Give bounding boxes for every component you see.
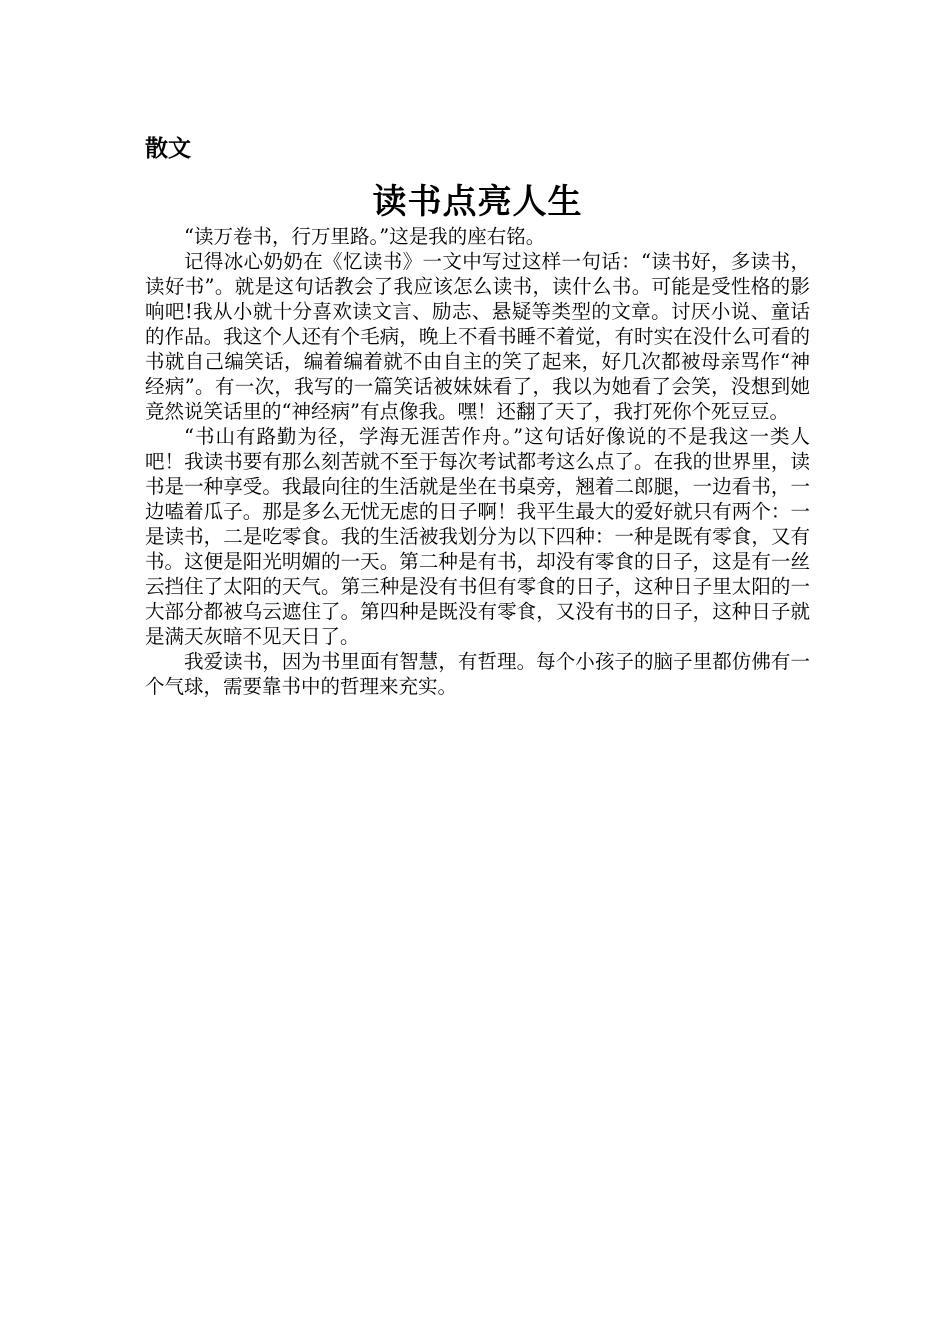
- paragraph: 我爱读书，因为书里面有智慧，有哲理。每个小孩子的脑子里都仿佛有一个气球，需要靠书中的哲理来充实。: [145, 650, 810, 698]
- paragraph: “读万卷书，行万里路。”这是我的座右铭。: [184, 225, 546, 248]
- genre-label: 散文: [145, 136, 191, 162]
- document-page: [145, 130, 810, 699]
- essay-title: 读书点亮人生: [372, 182, 583, 222]
- paragraph: 记得冰心奶奶在《忆读书》一文中写过这样一句话：“读书好，多读书，读好书”。就是这句话教会了我应该怎么读书，读什么书。可能是受性格的影响吧!我从小就十分喜欢读文言、励志、悬疑等类型的文章。讨厌小说、童话的作品。我这个人还有个毛病，晚上不看书睡不着觉，有时实在没什么可看的书就自己编笑话，编着编着就不由自主的笑了起来，好几次都被母亲骂作“神经病”。有一次，我写的一篇笑话被妹妹看了，我以为她看了会笑，没想到她竟然说笑话里的“神经病”有点像我。嘿！还翻了天了，我打死你个死豆豆。: [145, 250, 810, 423]
- essay-body: [145, 224, 810, 699]
- paragraph: “书山有路勤为径，学海无涯苦作舟。”这句话好像说的不是我这一类人吧！我读书要有那么刻苦就不至于每次考试都考这么点了。在我的世界里，读书是一种享受。我最向往的生活就是坐在书桌旁，翘着二郎腿，一边看书，一边嗑着瓜子。那是多么无忧无虑的日子啊！我平生最大的爱好就只有两个：一是读书，二是吃零食。我的生活被我划分为以下四种：一种是既有零食，又有书。这便是阳光明媚的一天。第二种是有书，却没有零食的日子，这是有一丝云挡住了太阳的天气。第三种是没有书但有零食的日子，这种日子里太阳的一大部分都被乌云遮住了。第四种是既没有零食，又没有书的日子，这种日子就是满天灰暗不见天日了。: [145, 425, 810, 648]
